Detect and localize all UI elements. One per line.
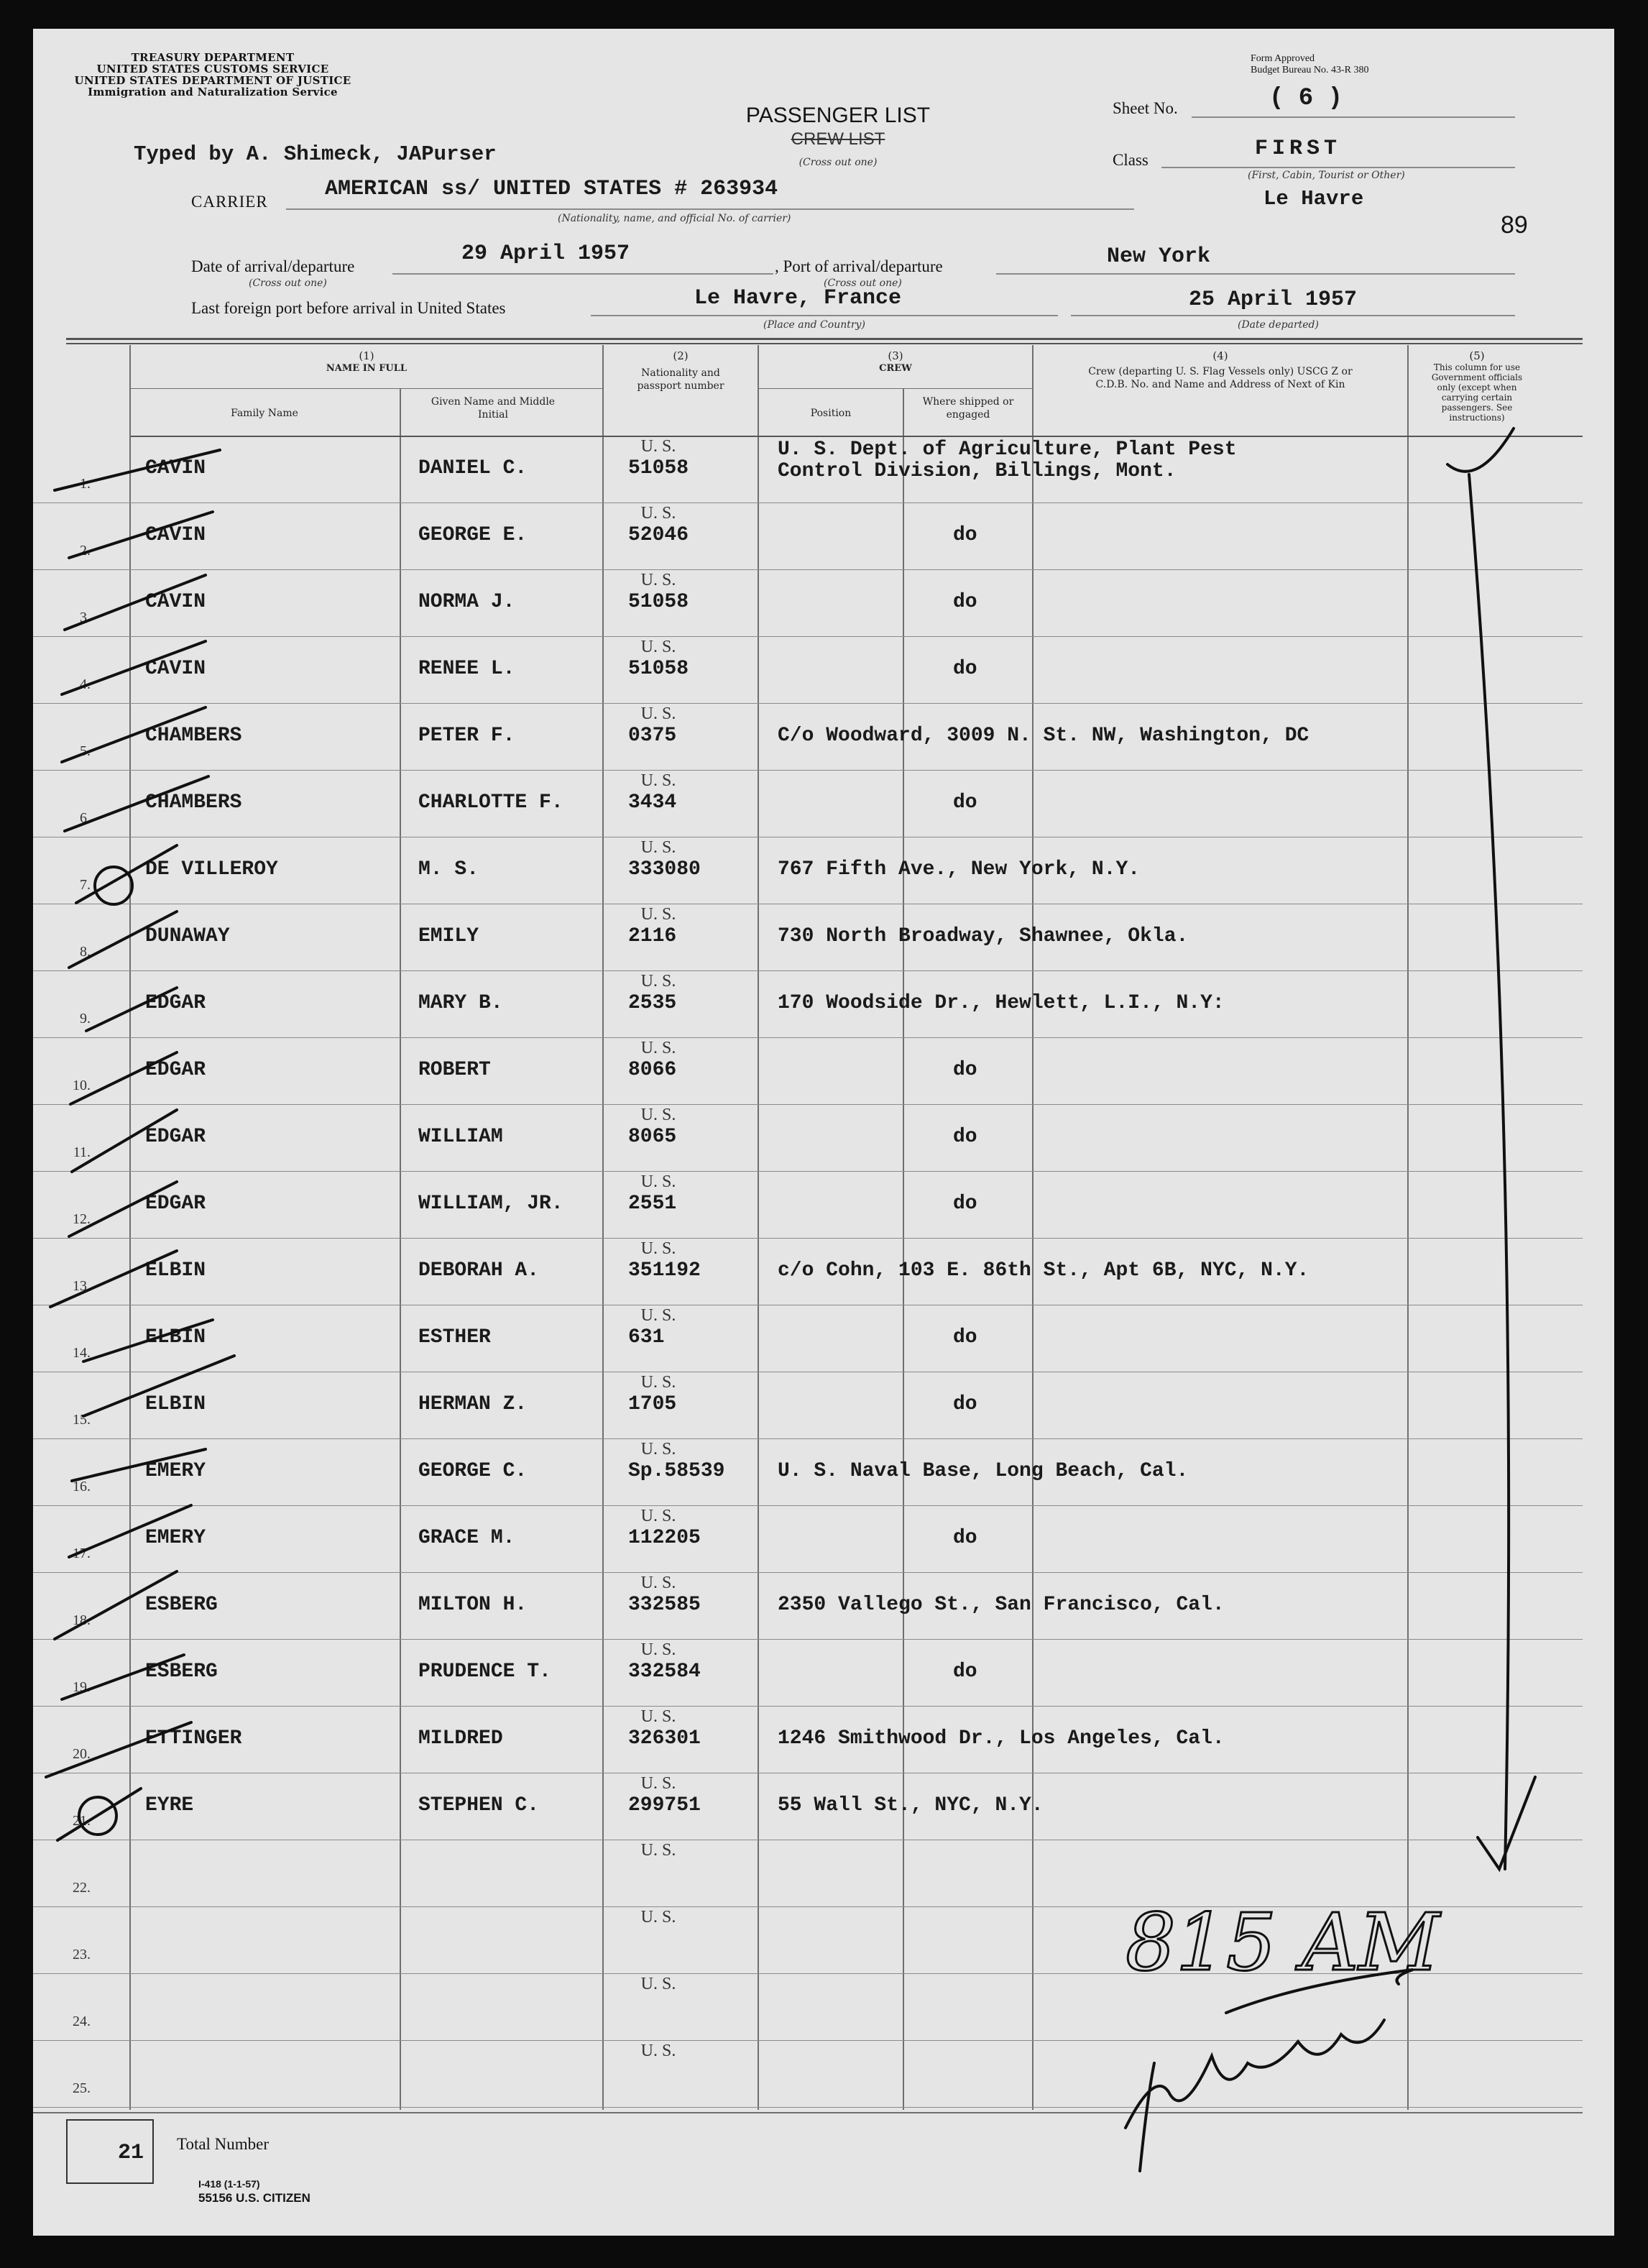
nationality: U. S. (640, 838, 676, 857)
passport-number: 326301 (628, 1727, 701, 1750)
given-name: MILDRED (418, 1727, 503, 1750)
signature-tail (1140, 2063, 1154, 2171)
next-of-kin-address: 2350 Vallego St., San Francisco, Cal. (778, 1594, 1225, 1616)
position-header: Position (810, 408, 852, 419)
row-number: 25. (73, 2080, 91, 2096)
passport-number: 631 (628, 1326, 665, 1349)
carrier-value: AMERICAN ss/ UNITED STATES # 263934 (325, 177, 778, 201)
next-of-kin-address: do (953, 591, 977, 613)
nationality: U. S. (640, 771, 676, 790)
family-name: CHAMBERS (145, 791, 242, 814)
row-rule (33, 1104, 1583, 1105)
form-code: I-418 (1-1-57) (198, 2178, 260, 2190)
row-number: 13. (73, 1278, 91, 1294)
row-number: 16. (73, 1479, 91, 1495)
given-name: CHARLOTTE F. (418, 791, 563, 814)
passport-number: 51058 (628, 457, 689, 479)
col1-header (131, 349, 602, 375)
next-of-kin-address: 730 North Broadway, Shawnee, Okla. (778, 925, 1189, 947)
next-of-kin-address: do (953, 1527, 977, 1549)
carrier-label: CARRIER (191, 193, 268, 211)
row-rule (33, 1505, 1583, 1506)
col3-title: CREW (879, 363, 912, 374)
nationality: U. S. (640, 638, 676, 656)
nationality: U. S. (640, 1306, 676, 1325)
nationality: U. S. (640, 1039, 676, 1057)
family-name: ESBERG (145, 1661, 218, 1683)
row-number: 5. (80, 743, 91, 759)
row-number: 20. (73, 1746, 91, 1762)
given-name: WILLIAM (418, 1126, 503, 1148)
family-name: CAVIN (145, 457, 206, 479)
row-rule (33, 970, 1583, 971)
long-arrow (1469, 474, 1509, 1869)
family-name: ELBIN (145, 1393, 206, 1415)
nationality: U. S. (640, 1774, 676, 1793)
col3-number: (3) (888, 349, 903, 362)
passport-number: 8066 (628, 1059, 677, 1081)
arrival-hint: (Cross out one) (249, 277, 327, 289)
col5-header (1409, 349, 1545, 423)
agency-line: UNITED STATES DEPARTMENT OF JUSTICE (74, 74, 351, 87)
given-name: GEORGE C. (418, 1460, 528, 1482)
given-name: MARY B. (418, 992, 503, 1014)
next-of-kin-address: do (953, 658, 977, 680)
last-port-value: Le Havre, France (694, 286, 902, 311)
row-rule (33, 770, 1583, 771)
row-rule (33, 1572, 1583, 1573)
row-number: 10. (73, 1078, 91, 1093)
row-number: 6. (80, 810, 91, 826)
class-label: Class (1113, 151, 1148, 169)
row-rule (33, 1037, 1583, 1038)
date-departed-hint: (Date departed) (1238, 319, 1319, 331)
arrow-head-bottom (1478, 1777, 1535, 1869)
carrier-hint: (Nationality, name, and official No. of carrier) (558, 213, 791, 224)
nationality: U. S. (640, 1239, 676, 1258)
arrival-value: 29 April 1957 (461, 242, 630, 266)
passport-number: 2535 (628, 992, 677, 1014)
row-number: 17. (73, 1546, 91, 1561)
row-number: 24. (73, 2014, 91, 2029)
next-of-kin-address: 55 Wall St., NYC, N.Y. (778, 1794, 1044, 1817)
passport-number: 8065 (628, 1126, 677, 1148)
passenger-list-form (33, 29, 1614, 2236)
nationality: U. S. (640, 1373, 676, 1392)
nationality: U. S. (640, 1172, 676, 1191)
row-rule (33, 703, 1583, 704)
given-name: GRACE M. (418, 1527, 515, 1549)
col3-header (759, 349, 1032, 375)
passport-number: 351192 (628, 1259, 701, 1282)
passport-number: 2551 (628, 1193, 677, 1215)
family-name: CAVIN (145, 524, 206, 546)
crossed-crew-list: CREW LIST (791, 129, 885, 149)
port-label: , Port of arrival/departure (775, 257, 943, 275)
row-number: 4. (80, 676, 91, 692)
next-of-kin-address: 767 Fifth Ave., New York, N.Y. (778, 858, 1141, 881)
row-rule (33, 636, 1583, 637)
row-number: 21. (73, 1813, 91, 1829)
nationality: U. S. (640, 1106, 676, 1124)
row-number: 11. (73, 1144, 91, 1160)
row-rule (33, 1973, 1583, 1974)
nationality: U. S. (640, 1640, 676, 1659)
nationality: U. S. (640, 704, 676, 723)
family-name: CAVIN (145, 591, 206, 613)
family-name: EDGAR (145, 992, 206, 1014)
shipped-header: Where shipped or engaged (922, 396, 1014, 421)
form-approved-label: Form Approved (1251, 53, 1315, 64)
budget-bureau: Budget Bureau No. 43-R 380 (1251, 65, 1369, 75)
given-name: ROBERT (418, 1059, 491, 1081)
given-name: DANIEL C. (418, 457, 528, 479)
nationality: U. S. (640, 504, 676, 523)
family-name: CAVIN (145, 658, 206, 680)
nationality: U. S. (640, 1707, 676, 1726)
sheet-value: ( 6 ) (1269, 85, 1343, 112)
agency-line: UNITED STATES CUSTOMS SERVICE (96, 63, 329, 75)
row-rule (33, 1238, 1583, 1239)
nationality: U. S. (640, 1507, 676, 1525)
given-name: PRUDENCE T. (418, 1661, 551, 1683)
given-name: M. S. (418, 858, 479, 881)
form-approved (1251, 53, 1368, 76)
row-number: 22. (73, 1880, 91, 1896)
port-value: New York (1107, 244, 1211, 269)
row-number: 3. (80, 610, 91, 625)
row-rule (33, 1171, 1583, 1172)
given-name: PETER F. (418, 725, 515, 747)
passport-number: 2116 (628, 925, 677, 947)
signature-stroke (1226, 1970, 1413, 2013)
next-of-kin-address: U. S. Dept. of Agriculture, Plant Pest (778, 439, 1237, 461)
family-name: ELBIN (145, 1259, 206, 1282)
passport-number: 332585 (628, 1594, 701, 1616)
check-mark (95, 867, 132, 904)
passport-number: 52046 (628, 524, 689, 546)
class-value: FIRST (1255, 137, 1342, 161)
nationality: U. S. (640, 1440, 676, 1459)
family-name: CHAMBERS (145, 725, 242, 747)
cross-out-hint: (Cross out one) (798, 157, 878, 168)
col4-title: Crew (departing U. S. Flag Vessels only) USCG Z or C.D.B. No. and Name and Address of Next of Kin (1088, 366, 1353, 390)
nationality: U. S. (640, 571, 676, 589)
sheet-label: Sheet No. (1113, 99, 1178, 117)
class-port: Le Havre (1263, 187, 1364, 211)
next-of-kin-address: C/o Woodward, 3009 N. St. NW, Washington, DC (778, 725, 1309, 747)
given-name: NORMA J. (418, 591, 515, 613)
family-name: DUNAWAY (145, 925, 230, 947)
row-rule (33, 1438, 1583, 1439)
row-number: 19. (73, 1679, 91, 1695)
port-hint: (Cross out one) (824, 277, 902, 289)
nationality: U. S. (640, 2042, 676, 2060)
row-rule (33, 1906, 1583, 1907)
form-title: PASSENGER LIST (745, 104, 931, 127)
family-name: ESBERG (145, 1594, 218, 1616)
passport-number: 299751 (628, 1794, 701, 1817)
passport-number: 51058 (628, 658, 689, 680)
col5-title: This column for use Government officials only (except when carrying certain passengers. See instructions) (1431, 362, 1523, 423)
family-name: ETTINGER (145, 1727, 242, 1750)
family-name: EYRE (145, 1794, 194, 1817)
given-name: EMILY (418, 925, 479, 947)
nationality: U. S. (640, 437, 676, 456)
family-name: EDGAR (145, 1193, 206, 1215)
page-number: 89 (1501, 211, 1528, 239)
row-number: 18. (73, 1612, 91, 1628)
row-number: 1. (80, 476, 91, 492)
last-port-label: Last foreign port before arrival in United States (191, 299, 506, 317)
handwritten-note: 815 AM (1125, 1896, 1440, 1988)
typed-by: Typed by A. Shimeck, JAPurser (134, 142, 497, 166)
nationality: U. S. (640, 972, 676, 991)
next-of-kin-address: 1246 Smithwood Dr., Los Angeles, Cal. (778, 1727, 1225, 1750)
given-name: HERMAN Z. (418, 1393, 528, 1415)
class-hint: (First, Cabin, Tourist or Other) (1248, 170, 1405, 181)
next-of-kin-address: 170 Woodside Dr., Hewlett, L.I., N.Y: (778, 992, 1225, 1014)
family-name: ELBIN (145, 1326, 206, 1349)
col1-title: NAME IN FULL (326, 363, 408, 374)
passport-number: 112205 (628, 1527, 701, 1549)
total-value: 21 (118, 2141, 144, 2165)
next-of-kin-address: c/o Cohn, 103 E. 86th St., Apt 6B, NYC, N.Y. (778, 1259, 1309, 1282)
col2-number: (2) (673, 349, 689, 362)
row-rule (33, 569, 1583, 570)
given-name: DEBORAH A. (418, 1259, 540, 1282)
next-of-kin-address: do (953, 524, 977, 546)
nationality: U. S. (640, 1908, 676, 1927)
row-number: 12. (73, 1211, 91, 1227)
total-label: Total Number (177, 2135, 270, 2153)
next-of-kin-address: U. S. Naval Base, Long Beach, Cal. (778, 1460, 1189, 1482)
row-number: 14. (73, 1345, 91, 1361)
family-name-header: Family Name (231, 408, 298, 419)
next-of-kin-address: do (953, 1193, 977, 1215)
col1-number: (1) (359, 349, 374, 362)
passport-number: 51058 (628, 591, 689, 613)
given-name: ESTHER (418, 1326, 491, 1349)
nationality: U. S. (640, 1574, 676, 1592)
row-rule (33, 2107, 1583, 2108)
agency-line: Immigration and Naturalization Service (88, 86, 338, 98)
arrow-head-top (1447, 428, 1514, 472)
next-of-kin-address: do (953, 1326, 977, 1349)
given-name-header: Given Name and Middle Initial (431, 396, 556, 421)
row-number: 23. (73, 1947, 91, 1962)
next-of-kin-address: do (953, 1059, 977, 1081)
row-rule (33, 1639, 1583, 1640)
next-of-kin-address: do (953, 791, 977, 814)
row-rule (33, 2040, 1583, 2041)
passport-number: 333080 (628, 858, 701, 881)
family-name: DE VILLEROY (145, 858, 278, 881)
given-name: STEPHEN C. (418, 1794, 540, 1817)
date-departed-value: 25 April 1957 (1189, 288, 1358, 312)
family-name: EMERY (145, 1527, 206, 1549)
next-of-kin-address: do (953, 1661, 977, 1683)
col2-title: Nationality and passport number (637, 367, 724, 392)
next-of-kin-address-line2: Control Division, Billings, Mont. (778, 460, 1177, 482)
row-rule (33, 502, 1583, 503)
col5-number: (5) (1469, 349, 1485, 362)
next-of-kin-address: do (953, 1126, 977, 1148)
nationality: U. S. (640, 1975, 676, 1993)
family-name: EMERY (145, 1460, 206, 1482)
col2-header (604, 349, 758, 392)
passport-number: 3434 (628, 791, 677, 814)
form-sub: 55156 U.S. CITIZEN (198, 2191, 310, 2205)
next-of-kin-address: do (953, 1393, 977, 1415)
family-name: EDGAR (145, 1126, 206, 1148)
row-number: 7. (80, 877, 91, 893)
col4-header (1034, 349, 1407, 391)
nationality: U. S. (640, 1841, 676, 1860)
family-name: EDGAR (145, 1059, 206, 1081)
row-number: 9. (80, 1011, 91, 1027)
passport-number: 332584 (628, 1661, 701, 1683)
given-name: WILLIAM, JR. (418, 1193, 563, 1215)
col4-number: (4) (1212, 349, 1228, 362)
agency-line: TREASURY DEPARTMENT (131, 51, 295, 64)
nationality: U. S. (640, 905, 676, 924)
agency-block (62, 52, 364, 98)
row-number: 8. (80, 944, 91, 960)
passport-number: 1705 (628, 1393, 677, 1415)
given-name: GEORGE E. (418, 524, 528, 546)
passport-number: Sp.58539 (628, 1460, 725, 1482)
given-name: MILTON H. (418, 1594, 528, 1616)
row-number: 2. (80, 543, 91, 559)
last-port-hint: (Place and Country) (763, 319, 865, 331)
passport-number: 0375 (628, 725, 677, 747)
row-rule (33, 1706, 1583, 1707)
arrival-label: Date of arrival/departure (191, 257, 355, 275)
row-number: 15. (73, 1412, 91, 1428)
given-name: RENEE L. (418, 658, 515, 680)
